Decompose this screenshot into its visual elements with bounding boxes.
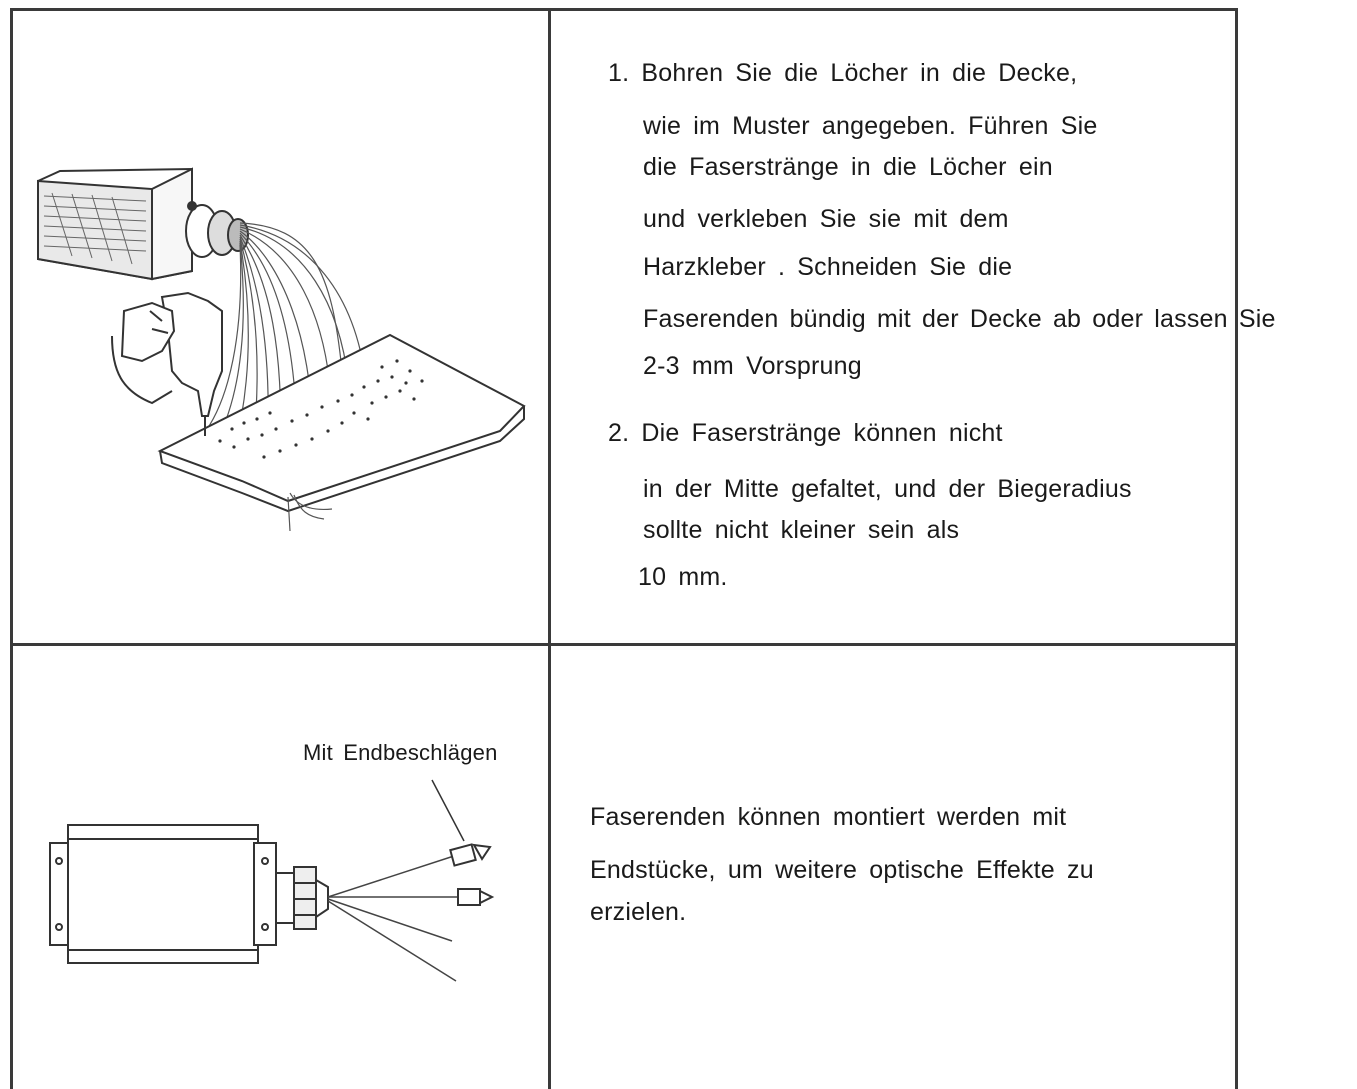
fiber-installation-illustration	[12, 11, 552, 641]
fiber-ends-line1: Faserenden können montiert werden mit	[590, 803, 1067, 831]
step2-line3: sollte nicht kleiner sein als	[643, 516, 960, 544]
step1-line1: 1. Bohren Sie die Löcher in die Decke,	[608, 59, 1078, 87]
step2-line1: 2. Die Faserstränge können nicht	[608, 419, 1003, 447]
end-fittings-label: Mit Endbeschlägen	[303, 740, 498, 765]
step1-line6: Faserenden bündig mit der Decke ab oder lassen Sie	[643, 305, 1276, 333]
step1-line4: und verkleben Sie sie mit dem	[643, 205, 1009, 233]
step1-line2: wie im Muster angegeben. Führen Sie	[643, 112, 1098, 140]
end-fittings-illustration	[12, 775, 552, 1075]
step1-line5: Harzkleber . Schneiden Sie die	[643, 253, 1013, 281]
table-border-right	[1235, 8, 1238, 1089]
step2-line2: in der Mitte gefaltet, und der Biegeradius	[643, 475, 1132, 503]
fiber-ends-line3: erzielen.	[590, 898, 687, 926]
step1-line7: 2-3 mm Vorsprung	[643, 352, 862, 380]
fiber-ends-line2: Endstücke, um weitere optische Effekte zu	[590, 856, 1094, 884]
step2-line4: 10 mm.	[638, 563, 728, 591]
step1-line3: die Faserstränge in die Löcher ein	[643, 153, 1053, 181]
table-row-divider	[10, 643, 1238, 646]
